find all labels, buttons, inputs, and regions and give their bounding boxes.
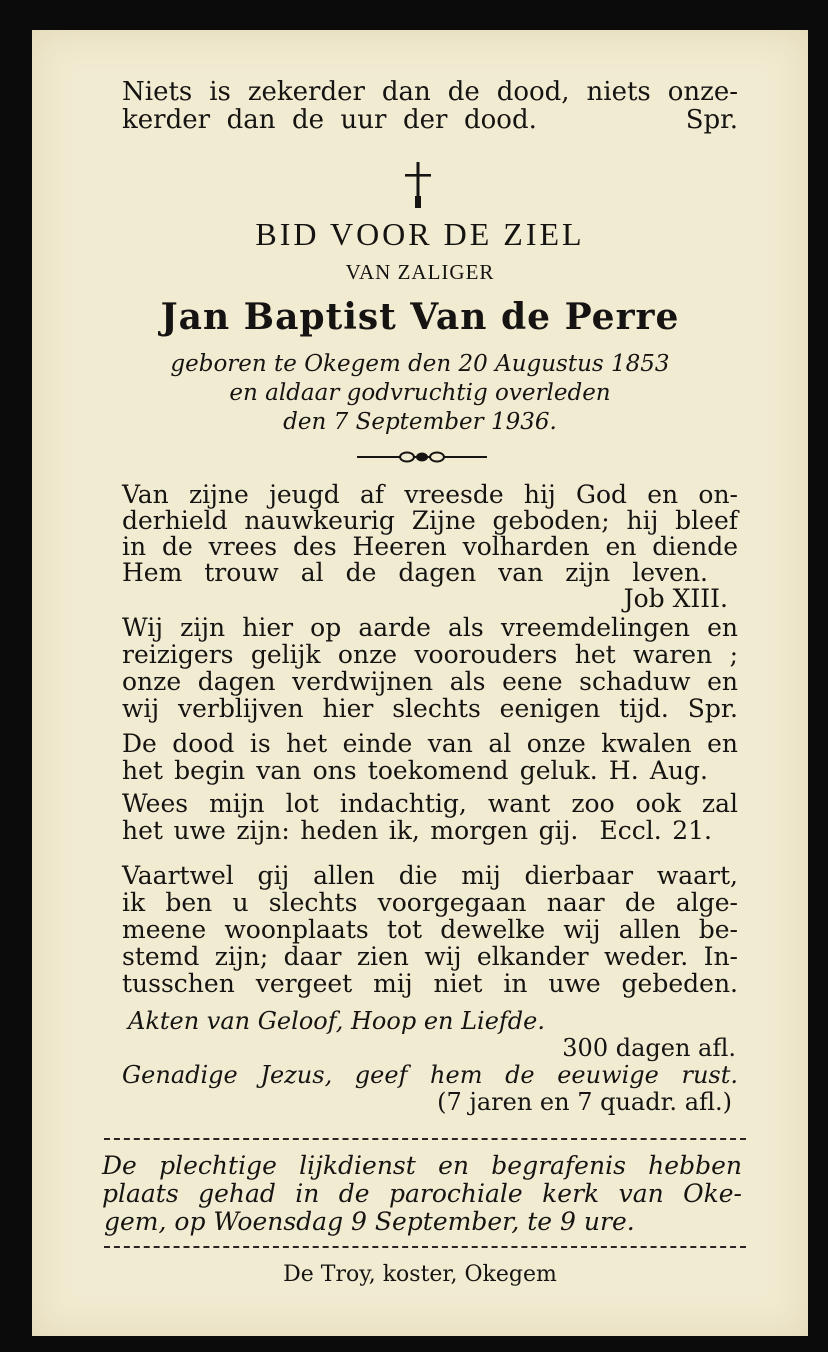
indulgence-prayers [122,1008,738,1116]
paragraph-job [122,482,738,612]
text-line: meene woonplaats tot dewelke wij allen be- [122,915,738,944]
indulgence-line: 300 dagen afl. [562,1034,736,1062]
text-line: in de vrees des Heeren volharden en diende [122,532,738,561]
text-line: het begin van ons toekomend geluk. H. Aug. [122,756,708,785]
text-line: Van zijne jeugd af vreesde hij God en on- [122,480,738,509]
page-title: BID VOOR DE ZIEL [255,216,585,252]
subtitle: VAN ZALIGER [345,260,495,284]
text-line: stemd zijn; daar zien wij elkander weder. In- [122,942,738,971]
text-line: derhield nauwkeurig Zijne geboden; hij bleef [122,506,738,535]
birth-death-details [32,350,808,437]
cross-icon [404,162,432,208]
indulgence-line: (7 jaren en 7 quadr. afl.) [437,1088,732,1116]
paragraph-augustine [122,730,738,784]
text-line: De dood is het einde van al onze kwalen en [122,729,738,758]
text-line: het uwe zijn: heden ik, morgen gij. Eccl. 21. [122,816,712,845]
paragraph-farewell [122,862,738,997]
text-line: Wij zijn hier op aarde als vreemdelingen en [122,613,738,642]
text-line: plaats gehad in de parochiale kerk van Oke- [102,1179,742,1208]
birth-line: geboren te Okegem den 20 Augustus 1853 [170,351,670,377]
deceased-name: Jan Baptist Van de Perre [160,296,680,338]
prayer-line: Genadige Jezus, geef hem de eeuwige rust. [122,1061,738,1089]
memorial-card [32,30,808,1336]
quote-line: kerder dan de uur der dood. Spr. [122,105,738,135]
prayer-line: Akten van Geloof, Hoop en Liefde. [128,1007,545,1035]
death-line: en aldaar godvruchtig overleden [229,380,611,406]
text-line: tusschen vergeet mij niet in uwe gebeden. [122,969,738,998]
text-line: Wees mijn lot indachtig, want zoo ook zal [122,789,738,818]
opening-quote [122,78,738,134]
text-line: reizigers gelijk onze voorouders het waren ; [122,640,738,669]
text-line: onze dagen verdwijnen als eene schaduw en [122,667,738,696]
text-line: wij verblijven hier slechts eenigen tijd. Spr. [122,694,738,723]
divider-bottom [104,1246,746,1248]
text-line: ik ben u slechts voorgegaan naar de alge- [122,888,738,917]
ornament-divider [357,448,487,466]
divider-top [104,1138,746,1140]
funeral-notice [102,1152,742,1236]
paragraph-ecclesiastes [122,790,738,844]
death-date: den 7 September 1936. [283,409,557,435]
text-line: De plechtige lijkdienst en begrafenis hebben [102,1151,742,1180]
text-line: Vaartwel gij allen die mij dierbaar waart, [122,861,738,890]
text-line: Hem trouw al de dagen van zijn leven. [122,558,708,587]
printer-credit: De Troy, koster, Okegem [283,1262,557,1287]
citation: Job XIII. [623,584,728,613]
text-line: gem, op Woensdag 9 September, te 9 ure. [104,1207,635,1236]
quote-line: Niets is zekerder dan de dood, niets onze- [122,77,738,107]
paragraph-pilgrims [122,614,738,722]
